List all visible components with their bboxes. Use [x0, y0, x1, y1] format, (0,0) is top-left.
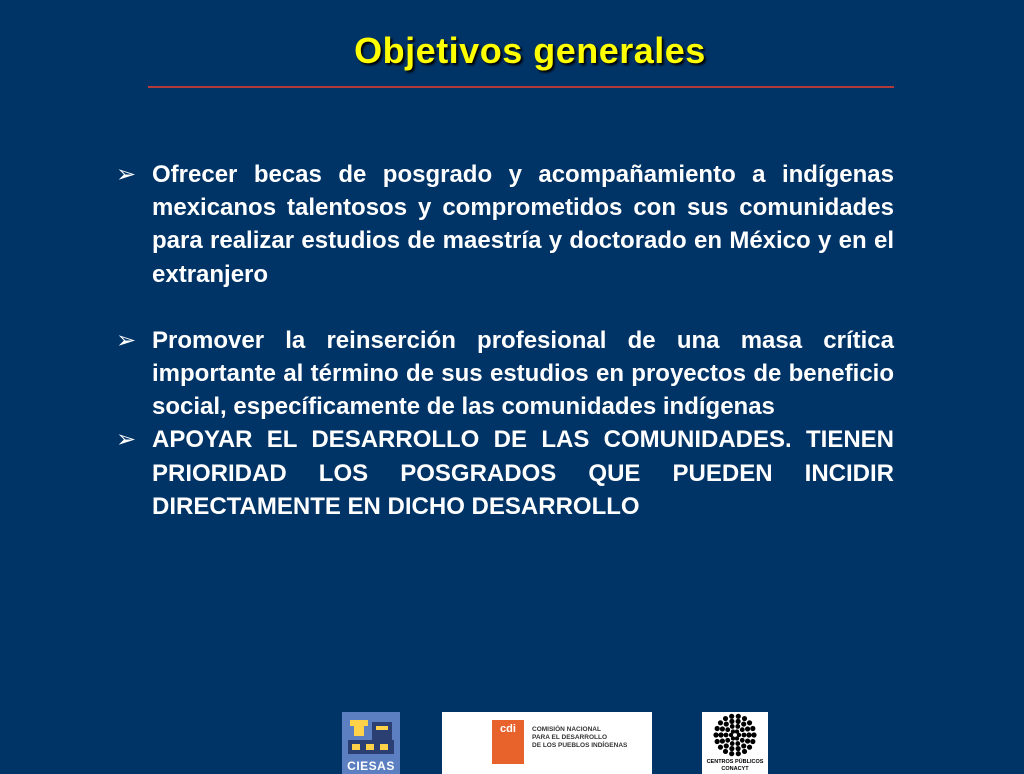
conacyt-dot [723, 749, 728, 754]
ciesas-wordmark: CIESAS [347, 759, 395, 773]
cdi-name [532, 726, 650, 750]
conacyt-dot [729, 746, 734, 751]
conacyt-dot [715, 726, 720, 731]
conacyt-dot [736, 746, 741, 751]
conacyt-dot [747, 720, 752, 725]
conacyt-dot [736, 719, 741, 724]
conacyt-dot [730, 724, 735, 729]
cdi-name-line: PARA EL DESARROLLO [532, 734, 607, 741]
bullet-item [116, 324, 894, 424]
conacyt-dot [731, 729, 735, 733]
cpc-name [702, 759, 768, 772]
conacyt-dot [729, 714, 734, 719]
bullet-text: APOYAR EL DESARROLLO DE LAS COMUNIDADES. TIENEN PRIORIDAD LOS POSGRADOS QUE PUEDEN INCIDIR DIRECTAMENTE EN DICHO DESARROLLO [152, 426, 894, 520]
conacyt-dot [735, 736, 739, 740]
bullet-list [116, 158, 894, 523]
arrow-bullet-icon: ➢ [116, 426, 137, 454]
conacyt-dot [736, 751, 741, 756]
slide-title: Objetivos generales [354, 30, 706, 71]
conacyt-dots-icon [702, 712, 768, 760]
conacyt-dot [729, 719, 734, 724]
conacyt-dot [750, 726, 755, 731]
conacyt-dot [747, 745, 752, 750]
centros-publicos-conacyt-logo [702, 712, 768, 774]
conacyt-dot [751, 732, 756, 737]
cdi-name-line: DE LOS PUEBLOS INDÍGENAS [532, 742, 628, 749]
conacyt-dot [718, 720, 723, 725]
conacyt-dot [724, 743, 729, 748]
conacyt-dot [736, 714, 741, 719]
conacyt-dot [740, 738, 745, 743]
conacyt-dot [735, 729, 739, 733]
logo-strip [0, 712, 1024, 774]
conacyt-dot [720, 738, 725, 743]
conacyt-dot [735, 741, 740, 746]
bullet-item [116, 423, 894, 523]
conacyt-dot [715, 739, 720, 744]
conacyt-dot [742, 733, 747, 738]
conacyt-dot [740, 727, 745, 732]
title-underline [148, 86, 894, 88]
conacyt-dot [750, 739, 755, 744]
conacyt-dot [720, 726, 725, 731]
conacyt-dot [745, 726, 750, 731]
cdi-logo [442, 712, 652, 774]
conacyt-dot [718, 732, 723, 737]
ciesas-logo [342, 712, 400, 774]
bullet-text: Promover la reinserción profesional de una masa crítica importante al término de sus estudios en proyectos de beneficio social, específicamente de las comunidades indígenas [152, 326, 894, 421]
ciesas-emblem-icon [342, 712, 400, 758]
conacyt-dot [730, 741, 735, 746]
cpc-name-line: CENTROS PÚBLICOS [706, 759, 764, 765]
conacyt-dot [725, 738, 730, 743]
conacyt-dot [742, 716, 747, 721]
cdi-name-line: COMISIÓN NACIONAL [532, 726, 601, 733]
conacyt-dot [724, 733, 729, 738]
arrow-bullet-icon: ➢ [116, 161, 137, 188]
conacyt-dot [735, 724, 740, 729]
conacyt-dot [745, 738, 750, 743]
bullet-item [116, 158, 894, 291]
conacyt-dot [718, 745, 723, 750]
cdi-mark: cdi [492, 720, 524, 764]
arrow-bullet-icon: ➢ [116, 326, 137, 354]
cpc-name-line: CONACYT [721, 765, 749, 772]
conacyt-dot [746, 732, 751, 737]
conacyt-dot [724, 721, 729, 726]
conacyt-dot [713, 732, 718, 737]
conacyt-dot [741, 743, 746, 748]
conacyt-dot [725, 727, 730, 732]
conacyt-dot [742, 749, 747, 754]
conacyt-dot [729, 751, 734, 756]
conacyt-dot [741, 721, 746, 726]
conacyt-dot [723, 716, 728, 721]
bullet-text: Ofrecer becas de posgrado y acompañamiento a indígenas mexicanos talentosos y comprometidos con sus comunidades para realizar estudios de maestría y doctorado en México y en el extranjero [152, 161, 894, 288]
